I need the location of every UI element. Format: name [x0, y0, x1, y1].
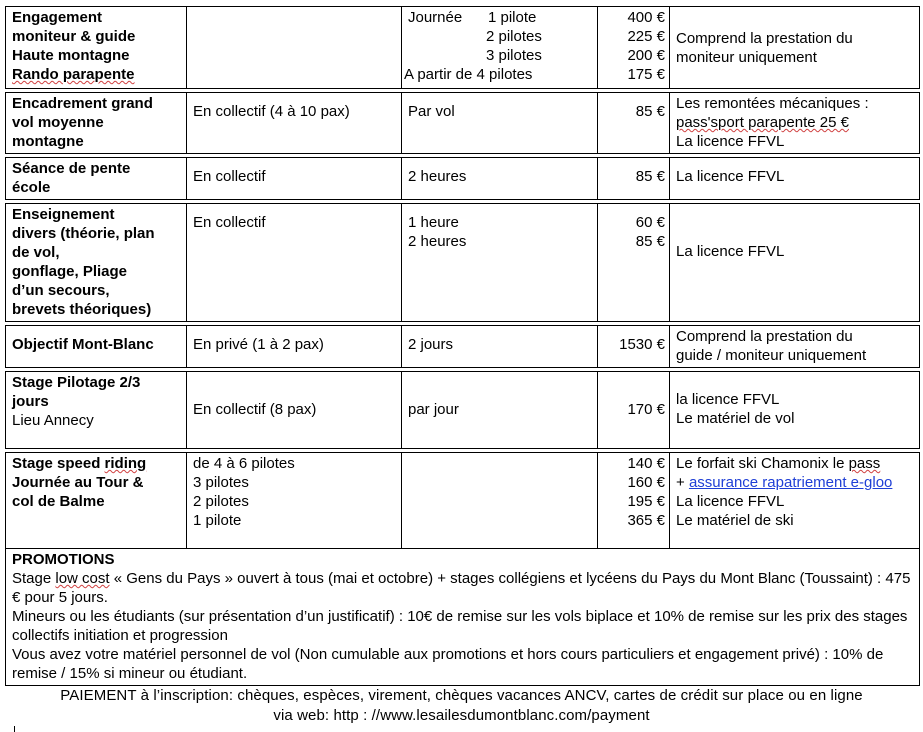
payment-url: via web: http : //www.lesailesdumontblanc.com/payment — [273, 707, 650, 724]
prestation-cell — [6, 158, 187, 200]
notes-cell — [670, 326, 920, 368]
table-row — [6, 158, 920, 200]
prestation-name: Objectif Mont-Blanc — [12, 336, 154, 353]
prestation-name: montagne — [12, 133, 84, 150]
mode-text: 2 pilotes — [193, 493, 249, 510]
duration-line: 2 heures — [408, 233, 467, 250]
mode-text: En collectif (4 à 10 pax) — [193, 103, 350, 120]
text-cursor — [14, 726, 15, 732]
mode-text: En collectif — [193, 168, 266, 185]
note-line: Comprend la prestation du — [676, 328, 853, 345]
table-row — [6, 453, 920, 549]
payment-methods: PAIEMENT à l’inscription: chèques, espèces, virement, chèques vacances ANCV, cartes de crédit sur place ou en ligne — [60, 687, 863, 704]
prestation-name: Encadrement grand — [12, 95, 153, 112]
notes-cell — [670, 93, 920, 154]
price-cell — [598, 372, 670, 449]
duration-cell — [402, 7, 598, 89]
prestation-name: gonflage, Pliage — [12, 263, 128, 280]
duration-cell — [402, 158, 598, 200]
duration-line: 1 heure — [408, 214, 459, 231]
mode-cell — [187, 158, 402, 200]
price-value: 170 € — [627, 401, 665, 418]
duration-line: Journée 1 pilote — [408, 9, 537, 26]
prestation-name: brevets théoriques) — [12, 301, 152, 318]
prestation-name: Rando parapente — [12, 66, 135, 83]
promotion-text: Stage low cost « Gens du Pays » ouvert à tous (mai et octobre) + stages collégiens et lycéens du Pays du Mont Blanc (Toussaint) : 475 € pour 5 jours. — [12, 570, 911, 606]
prestation-location: Lieu Annecy — [12, 412, 94, 429]
price-value: 1530 € — [619, 336, 665, 353]
duration-cell — [402, 204, 598, 322]
duration-cell — [402, 93, 598, 154]
prestation-name: Stage speed riding — [12, 455, 147, 472]
prestation-name: Stage Pilotage 2/3 — [12, 374, 141, 391]
price-cell — [598, 93, 670, 154]
note-line: Comprend la prestation du — [676, 30, 853, 47]
prestation-name: Séance de pente — [12, 160, 131, 177]
price-cell — [598, 453, 670, 549]
promotions-title: PROMOTIONS — [12, 551, 115, 568]
mode-cell — [187, 326, 402, 368]
note-line: Les remontées mécaniques : — [676, 95, 869, 112]
price-cell — [598, 326, 670, 368]
note-line: moniteur uniquement — [676, 49, 817, 66]
price-value: 140 € — [627, 455, 665, 472]
table-row — [6, 326, 920, 368]
mode-text: En collectif (8 pax) — [193, 401, 317, 418]
notes-cell — [670, 204, 920, 322]
note-line: La licence FFVL — [676, 243, 785, 260]
note-line: la licence FFVL — [676, 391, 780, 408]
promotion-text: Mineurs ou les étudiants (sur présentation d’un justificatif) : 10€ de remise sur les vols biplace et 10% de remise sur les prix des stages collectifs initiation et progression — [12, 608, 908, 644]
price-value: 225 € — [627, 28, 665, 45]
mode-cell — [187, 93, 402, 154]
duration-line: Par vol — [408, 103, 455, 120]
prestation-cell — [6, 204, 187, 322]
insurance-link[interactable]: assurance rapatriement e-gloo — [688, 474, 893, 491]
prestation-name: col de Balme — [12, 493, 105, 510]
prestation-cell — [6, 326, 187, 368]
promotions-cell — [6, 549, 920, 686]
mode-cell — [187, 204, 402, 322]
price-value: 60 € — [635, 214, 665, 231]
mode-text: En privé (1 à 2 pax) — [193, 336, 324, 353]
duration-cell — [402, 326, 598, 368]
price-value: 175 € — [627, 66, 665, 83]
duration-cell — [402, 372, 598, 449]
prestation-name: Enseignement — [12, 206, 115, 223]
price-value: 85 € — [635, 233, 665, 250]
prestation-name: moniteur & guide — [12, 28, 136, 45]
price-value: 85 € — [635, 168, 665, 185]
price-cell — [598, 7, 670, 89]
prestation-name: de vol, — [12, 244, 60, 261]
mode-cell — [187, 7, 402, 89]
pricing-table — [5, 6, 920, 686]
duration-cell — [402, 453, 598, 549]
promotion-text: Vous avez votre matériel personnel de vol (Non cumulable aux promotions et hors cours particuliers et engagement privé) : 10% de remise / 15% si mineur ou étudiant. — [12, 646, 884, 682]
price-value: 365 € — [627, 512, 665, 529]
table-row — [6, 204, 920, 322]
duration-line: 2 jours — [408, 336, 454, 353]
payment-footer — [0, 686, 923, 726]
note-line: La licence FFVL — [676, 168, 785, 185]
price-value: 200 € — [627, 47, 665, 64]
note-line: pass'sport parapente 25 € — [676, 114, 849, 131]
table-row — [6, 93, 920, 154]
duration-line: par jour — [408, 401, 459, 418]
duration-line: 3 pilotes — [486, 47, 542, 64]
mode-text: de 4 à 6 pilotes — [193, 455, 295, 472]
prestation-name: d’un secours, — [12, 282, 110, 299]
price-value: 85 € — [635, 103, 665, 120]
prestation-name: vol moyenne — [12, 114, 104, 131]
prestation-name: école — [12, 179, 51, 196]
prestation-name: Engagement — [12, 9, 103, 26]
duration-line: 2 pilotes — [486, 28, 542, 45]
duration-line: 2 heures — [408, 168, 467, 185]
price-value: 195 € — [627, 493, 665, 510]
insurance-line: + assurance rapatriement e-gloo — [676, 474, 893, 491]
note-line: guide / moniteur uniquement — [676, 347, 867, 364]
prestation-cell — [6, 372, 187, 449]
mode-text: 3 pilotes — [193, 474, 249, 491]
prestation-cell — [6, 93, 187, 154]
duration-line: A partir de 4 pilotes — [404, 66, 533, 83]
prestation-name: divers (théorie, plan — [12, 225, 155, 242]
notes-cell — [670, 372, 920, 449]
table-row — [6, 7, 920, 89]
prestation-cell — [6, 453, 187, 549]
table-row — [6, 372, 920, 449]
mode-cell — [187, 372, 402, 449]
mode-text: 1 pilote — [193, 512, 242, 529]
note-line: Le matériel de vol — [676, 410, 795, 427]
note-line: Le forfait ski Chamonix le pass — [676, 455, 881, 472]
price-value: 160 € — [627, 474, 665, 491]
note-line: La licence FFVL — [676, 133, 785, 150]
promotions-row — [6, 549, 920, 686]
prestation-name: Haute montagne — [12, 47, 130, 64]
prestation-name: jours — [12, 393, 49, 410]
notes-cell — [670, 7, 920, 89]
prestation-name: Journée au Tour & — [12, 474, 144, 491]
note-line: La licence FFVL — [676, 493, 785, 510]
pricing-document — [5, 6, 919, 686]
prestation-cell — [6, 7, 187, 89]
note-line: Le matériel de ski — [676, 512, 794, 529]
price-value: 400 € — [627, 9, 665, 26]
notes-cell — [670, 453, 920, 549]
price-cell — [598, 158, 670, 200]
notes-cell — [670, 158, 920, 200]
price-cell — [598, 204, 670, 322]
mode-text: En collectif — [193, 214, 266, 231]
mode-cell — [187, 453, 402, 549]
